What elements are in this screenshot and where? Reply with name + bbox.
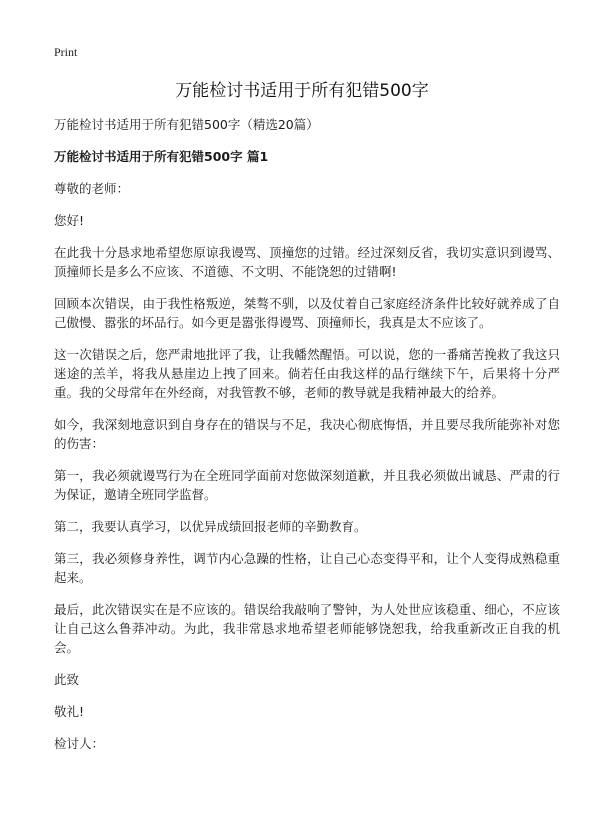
document-subtitle: 万能检讨书适用于所有犯错500字（精选20篇）	[54, 117, 319, 132]
body-paragraph: 如今，我深刻地意识到自身存在的错误与不足，我决心彻底悔悟，并且要尽我所能弥补对您的伤害：	[54, 417, 560, 451]
signature-line: 检讨人：	[54, 736, 105, 751]
salutation: 尊敬的老师：	[54, 181, 130, 196]
body-paragraph: 这一次错误之后，您严肃地批评了我，让我幡然醒悟。可以说，您的一番痛苦挽救了我这只迷途的羔羊，将我从悬崖边上拽了回来。倘若任由我这样的品行继续下午，后果将十分严重。我的父母常年在外经商，对我管教不够，老师的教导就是我精神最大的给养。	[54, 347, 560, 400]
section-heading: 万能检讨书适用于所有犯错500字 篇1	[54, 149, 269, 164]
print-label[interactable]: Print	[54, 45, 78, 59]
closing-salute: 敬礼!	[54, 704, 85, 719]
body-paragraph: 第二，我要认真学习，以优异成绩回报老师的辛勤教育。	[54, 519, 367, 534]
closing-line: 此致	[54, 672, 80, 687]
body-paragraph: 回顾本次错误，由于我性格叛逆，桀骜不驯，以及仗着自己家庭经济条件比较好就养成了自己傲慢、嚣张的坏品行。如今更是嚣张得谩骂、顶撞师长，我真是太不应该了。	[54, 296, 560, 330]
document-title: 万能检讨书适用于所有犯错500字	[175, 81, 429, 101]
greeting: 您好!	[54, 213, 85, 228]
body-paragraph: 第一，我必须就谩骂行为在全班同学面前对您做深刻道歉，并且我必须做出诚恳、严肃的行为保证，邀请全班同学监督。	[54, 468, 560, 502]
body-paragraph: 在此我十分恳求地希望您原谅我谩骂、顶撞您的过错。经过深刻反省，我切实意识到谩骂、顶撞师长是多么不应该、不道德、不文明、不能饶恕的过错啊!	[54, 245, 560, 279]
body-paragraph: 最后，此次错误实在是不应该的。错误给我敲响了警钟，为人处世应该稳重、细心，不应该让自己这么鲁莽冲动。为此，我非常恳求地希望老师能够饶恕我，给我重新改正自我的机会。	[54, 602, 560, 655]
body-paragraph: 第三，我必须修身养性，调节内心急躁的性格，让自己心态变得平和，让个人变得成熟稳重起来。	[54, 551, 560, 585]
